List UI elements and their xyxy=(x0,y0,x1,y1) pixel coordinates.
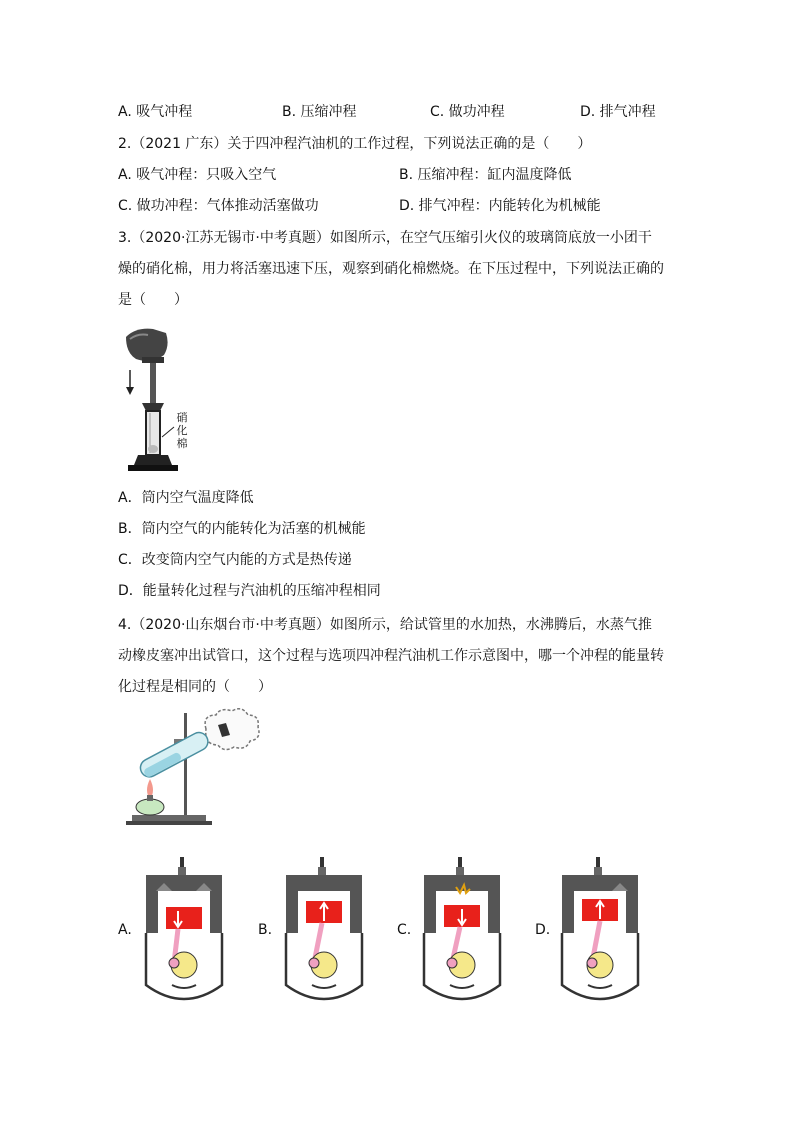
q4-stem-line-1: 4.（2020·山东烟台市·中考真题）如图所示，给试管里的水加热，水沸腾后，水蒸气推 xyxy=(118,617,652,633)
q1-option-b: B. 压缩冲程 xyxy=(282,104,357,120)
engine-diagram-a[interactable] xyxy=(142,855,226,1009)
q2-option-a: A. 吸气冲程：只吸入空气 xyxy=(118,167,277,183)
test-tube-illustration xyxy=(122,707,262,831)
fire-syringe-illustration xyxy=(118,325,198,475)
q1-option-a: A. 吸气冲程 xyxy=(118,104,193,120)
engine-label-a: A. xyxy=(118,922,132,938)
q1-option-d: D. 排气冲程 xyxy=(580,104,656,120)
q2-stem: 2.（2021 广东）关于四冲程汽油机的工作过程，下列说法正确的是（ ） xyxy=(118,136,592,152)
nitrocellulose-label xyxy=(175,411,189,450)
q3-option-a: A．筒内空气温度降低 xyxy=(118,490,254,506)
test-tube-figure xyxy=(122,707,262,831)
label-char-2: 化 xyxy=(176,424,188,437)
q1-options xyxy=(118,102,678,122)
engine-label-c: C. xyxy=(397,922,412,938)
q3-stem-line-2: 燥的硝化棉，用力将活塞迅速下压，观察到硝化棉燃烧。在下压过程中，下列说法正确的 xyxy=(118,261,664,277)
engine-d-illustration xyxy=(558,855,642,1005)
q2-option-c: C. 做功冲程：气体推动活塞做功 xyxy=(118,198,319,214)
q2-option-d: D. 排气冲程：内能转化为机械能 xyxy=(399,198,601,214)
q3-stem-line-1: 3.（2020·江苏无锡市·中考真题）如图所示，在空气压缩引火仪的玻璃筒底放一小团干 xyxy=(118,230,652,246)
q2-options-row1 xyxy=(118,165,678,185)
engine-a-illustration xyxy=(142,855,226,1005)
label-char-1: 硝 xyxy=(176,411,188,424)
engine-b-illustration xyxy=(282,855,366,1005)
q3-option-c: C．改变筒内空气内能的方式是热传递 xyxy=(118,552,352,568)
q3-option-d: D．能量转化过程与汽油机的压缩冲程相同 xyxy=(118,583,381,599)
q3-stem-line-3: 是（ ） xyxy=(118,292,188,308)
engine-diagram-c[interactable] xyxy=(420,855,504,1009)
engine-diagram-d[interactable] xyxy=(558,855,642,1009)
engine-diagram-b[interactable] xyxy=(282,855,366,1009)
q3-option-b: B．筒内空气的内能转化为活塞的机械能 xyxy=(118,521,366,537)
q1-option-c: C. 做功冲程 xyxy=(430,104,505,120)
engine-c-illustration xyxy=(420,855,504,1005)
engine-label-d: D. xyxy=(535,922,551,938)
q4-stem-line-2: 动橡皮塞冲出试管口，这个过程与选项四冲程汽油机工作示意图中，哪一个冲程的能量转 xyxy=(118,648,664,664)
q4-stem-line-3: 化过程是相同的（ ） xyxy=(118,679,272,695)
label-char-3: 棉 xyxy=(176,437,188,450)
fire-syringe-figure xyxy=(118,325,198,475)
engine-label-b: B. xyxy=(258,922,273,938)
q2-option-b: B. 压缩冲程：缸内温度降低 xyxy=(399,167,572,183)
q2-options-row2 xyxy=(118,196,678,216)
